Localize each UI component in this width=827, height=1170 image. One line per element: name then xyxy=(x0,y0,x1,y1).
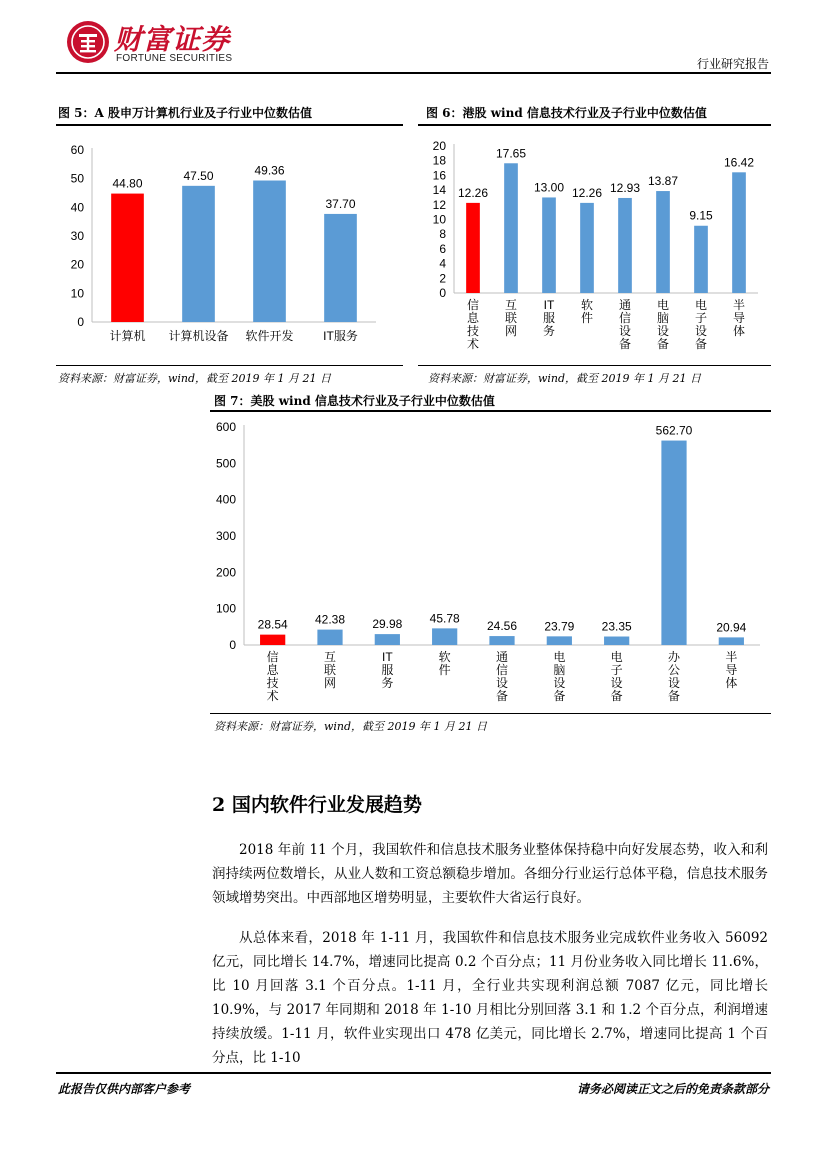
fig6-category-label-1: 信息技术 xyxy=(466,298,480,351)
fig5-bar-1 xyxy=(111,194,144,322)
section-heading: 2 国内软件行业发展趋势 xyxy=(212,794,422,816)
fig5-category-label-3: 软件开发 xyxy=(245,329,294,343)
fig5-bar-2 xyxy=(182,186,215,322)
fig5-data-label-1: 44.80 xyxy=(112,176,143,191)
logo-chinese-name: 财富证券 xyxy=(114,23,231,56)
fig5-ytick-0: 0 xyxy=(77,315,84,329)
fig5-ytick-10: 10 xyxy=(70,286,84,301)
fig5-ytick-30: 30 xyxy=(70,229,84,243)
fig6-category-label-2: 互联网 xyxy=(504,298,518,338)
fig6-bar-2 xyxy=(504,163,518,293)
fig6-data-label-1: 12.26 xyxy=(457,185,489,200)
fig7-ytick-0: 0 xyxy=(229,638,236,652)
fig7-bar-9 xyxy=(719,637,744,645)
paragraph-1: 2018 年前 11 个月，我国软件和信息技术服务业整体保持稳中向好发展态势，收入和利润持续两位数增长，从业人数和工资总额稳步增加。各细分行业运行总体平稳，信息技术服务领域增势突出。中西部地区增势明显，主要软件大省运行良好。 xyxy=(212,842,768,906)
fig6-bar-3 xyxy=(542,197,556,293)
fig7-data-label-4: 45.78 xyxy=(429,611,460,626)
fig7-ytick-500: 500 xyxy=(215,456,236,471)
fig6-ytick-2: 2 xyxy=(439,271,446,286)
figure-6-chart xyxy=(418,130,771,366)
fig6-ytick-18: 18 xyxy=(432,153,446,168)
fig6-category-label-8: 半导体 xyxy=(732,298,746,338)
logo-english-name: FORTUNE SECURITIES xyxy=(116,53,233,64)
fig7-bar-3 xyxy=(375,634,400,645)
fig5-category-label-1: 计算机 xyxy=(109,329,146,343)
figure-7-bottom-rule xyxy=(210,713,771,714)
fig7-bar-6 xyxy=(547,636,572,645)
fig7-ytick-600: 600 xyxy=(215,420,236,434)
figure-6-top-rule xyxy=(418,124,771,126)
fig7-ytick-200: 200 xyxy=(215,565,236,580)
fig6-data-label-3: 13.00 xyxy=(533,180,565,195)
fig6-category-label-7: 电子设备 xyxy=(694,298,708,351)
figure-6-source: 资料来源：财富证券，wind，截至 2019 年 1 月 21 日 xyxy=(428,372,702,385)
fig6-category-label-5: 通信设备 xyxy=(618,298,632,351)
fig6-ytick-16: 16 xyxy=(432,168,446,183)
fig5-bar-4 xyxy=(324,214,357,322)
fig5-category-label-2: 计算机设备 xyxy=(168,329,229,343)
fig7-data-label-2: 42.38 xyxy=(314,612,346,627)
fig6-ytick-0: 0 xyxy=(439,286,446,300)
fig5-data-label-2: 47.50 xyxy=(183,168,214,183)
fig7-data-label-6: 23.79 xyxy=(544,619,575,634)
fig5-ytick-20: 20 xyxy=(70,257,84,272)
report-type: 行业研究报告 xyxy=(696,57,769,71)
fig7-category-label-1: 信息技术 xyxy=(266,650,279,703)
fig7-category-label-7: 电子设备 xyxy=(610,650,623,703)
fig5-data-label-3: 49.36 xyxy=(254,163,285,178)
figure-7-svg xyxy=(210,414,771,710)
figure-5-bottom-rule xyxy=(56,365,403,366)
figure-7-top-rule xyxy=(210,410,771,412)
fig7-category-label-9: 半导体 xyxy=(725,650,738,690)
figure-5-title: 图 5：A 股申万计算机行业及子行业中位数估值 xyxy=(58,106,313,120)
footer-rule xyxy=(56,1072,771,1074)
fig7-data-label-9: 20.94 xyxy=(716,620,747,635)
fig7-category-label-3: IT 服务 xyxy=(381,650,394,690)
fig6-data-label-4: 12.26 xyxy=(571,185,603,200)
fig6-ytick-4: 4 xyxy=(439,256,446,271)
fig7-category-label-2: 互联网 xyxy=(323,650,337,690)
figure-7-chart xyxy=(210,414,771,714)
fig6-bar-5 xyxy=(618,198,632,293)
fig6-bar-7 xyxy=(694,226,708,293)
figure-5-top-rule xyxy=(56,124,403,126)
fig7-category-label-6: 电脑设备 xyxy=(553,650,566,703)
fig6-data-label-8: 16.42 xyxy=(723,155,755,170)
fig6-ytick-14: 14 xyxy=(432,183,446,198)
fig7-data-label-5: 24.56 xyxy=(486,619,518,634)
fig6-ytick-12: 12 xyxy=(432,197,446,212)
company-logo xyxy=(66,20,110,64)
fig7-bar-4 xyxy=(432,628,457,645)
fig5-ytick-50: 50 xyxy=(70,171,84,186)
fig7-data-label-1: 28.54 xyxy=(257,617,288,632)
footer-right-note: 请务必阅读正文之后的免责条款部分 xyxy=(576,1082,769,1096)
fig6-data-label-5: 12.93 xyxy=(609,180,641,195)
fig7-category-label-8: 办公设备 xyxy=(667,650,681,703)
fig6-category-label-6: 电脑设备 xyxy=(656,298,670,351)
fig7-ytick-300: 300 xyxy=(215,529,236,543)
figure-5-source: 资料来源：财富证券，wind，截至 2019 年 1 月 21 日 xyxy=(58,372,332,385)
fig5-data-label-4: 37.70 xyxy=(325,196,356,211)
figure-6-bottom-rule xyxy=(418,365,771,366)
paragraph-2: 从总体来看，2018 年 1-11 月，我国软件和信息技术服务业完成软件业务收入 56092 亿元，同比增长 14.7%，增速同比提高 0.2 个百分点；11 月份业务收入同比增长 11.6%，比 10 月回落 3.1 个百分点。1-11 月，全行业共实现利润总额 7087 亿元，同比增长 10.9%，与 2017 年同期和 2018 年 1-10 月相比分别回落 3.1 和 1.2 个百分点，利润增速持续放缓。1-11 月，软件业实现出口 478 亿美元，同比增长 2.7%，增速同比提高 1 个百分点，比 1-10 xyxy=(212,930,768,1066)
logo-emblem-icon xyxy=(66,20,110,64)
fig6-ytick-6: 6 xyxy=(439,241,446,256)
figure-5-chart xyxy=(56,130,403,364)
fig6-ytick-20: 20 xyxy=(432,139,446,153)
fig6-data-label-6: 13.87 xyxy=(647,174,679,189)
fig7-bar-5 xyxy=(489,636,514,645)
fig6-bar-8 xyxy=(732,172,746,293)
fig6-category-label-4: 软件 xyxy=(580,298,594,325)
fig6-bar-6 xyxy=(656,191,670,293)
fig6-category-label-3: IT 服务 xyxy=(542,298,556,338)
fig6-ytick-8: 8 xyxy=(439,227,446,242)
fig7-data-label-8: 562.70 xyxy=(655,423,693,438)
figure-5-svg xyxy=(56,130,403,360)
fig7-ytick-400: 400 xyxy=(215,492,236,507)
figure-6-svg xyxy=(418,130,771,362)
header-rule xyxy=(56,72,771,74)
fig5-ytick-40: 40 xyxy=(70,200,84,215)
fig7-ytick-100: 100 xyxy=(215,601,236,616)
fig6-data-label-2: 17.65 xyxy=(495,146,527,161)
fig7-bar-2 xyxy=(317,630,342,645)
fig5-bar-3 xyxy=(253,181,286,322)
fig6-data-label-7: 9.15 xyxy=(689,208,713,223)
fig7-data-label-7: 23.35 xyxy=(601,619,632,634)
figure-7-source: 资料来源：财富证券，wind，截至 2019 年 1 月 21 日 xyxy=(214,720,488,733)
fig7-bar-8 xyxy=(661,441,686,645)
fig7-bar-7 xyxy=(604,637,629,645)
fig6-bar-1 xyxy=(466,203,480,293)
footer-left-note: 此报告仅供内部客户参考 xyxy=(58,1082,191,1096)
fig5-category-label-4: IT服务 xyxy=(323,329,358,343)
figure-7-title: 图 7：美股 wind 信息技术行业及子行业中位数估值 xyxy=(214,394,495,408)
fig7-category-label-5: 通信设备 xyxy=(495,650,509,703)
fig5-ytick-60: 60 xyxy=(70,143,84,157)
fig7-bar-1 xyxy=(260,635,285,645)
fig7-data-label-3: 29.98 xyxy=(372,617,403,632)
fig7-category-label-4: 软件 xyxy=(438,650,451,677)
fig6-ytick-10: 10 xyxy=(432,212,446,227)
figure-6-title: 图 6：港股 wind 信息技术行业及子行业中位数估值 xyxy=(426,106,707,120)
fig6-bar-4 xyxy=(580,203,594,293)
